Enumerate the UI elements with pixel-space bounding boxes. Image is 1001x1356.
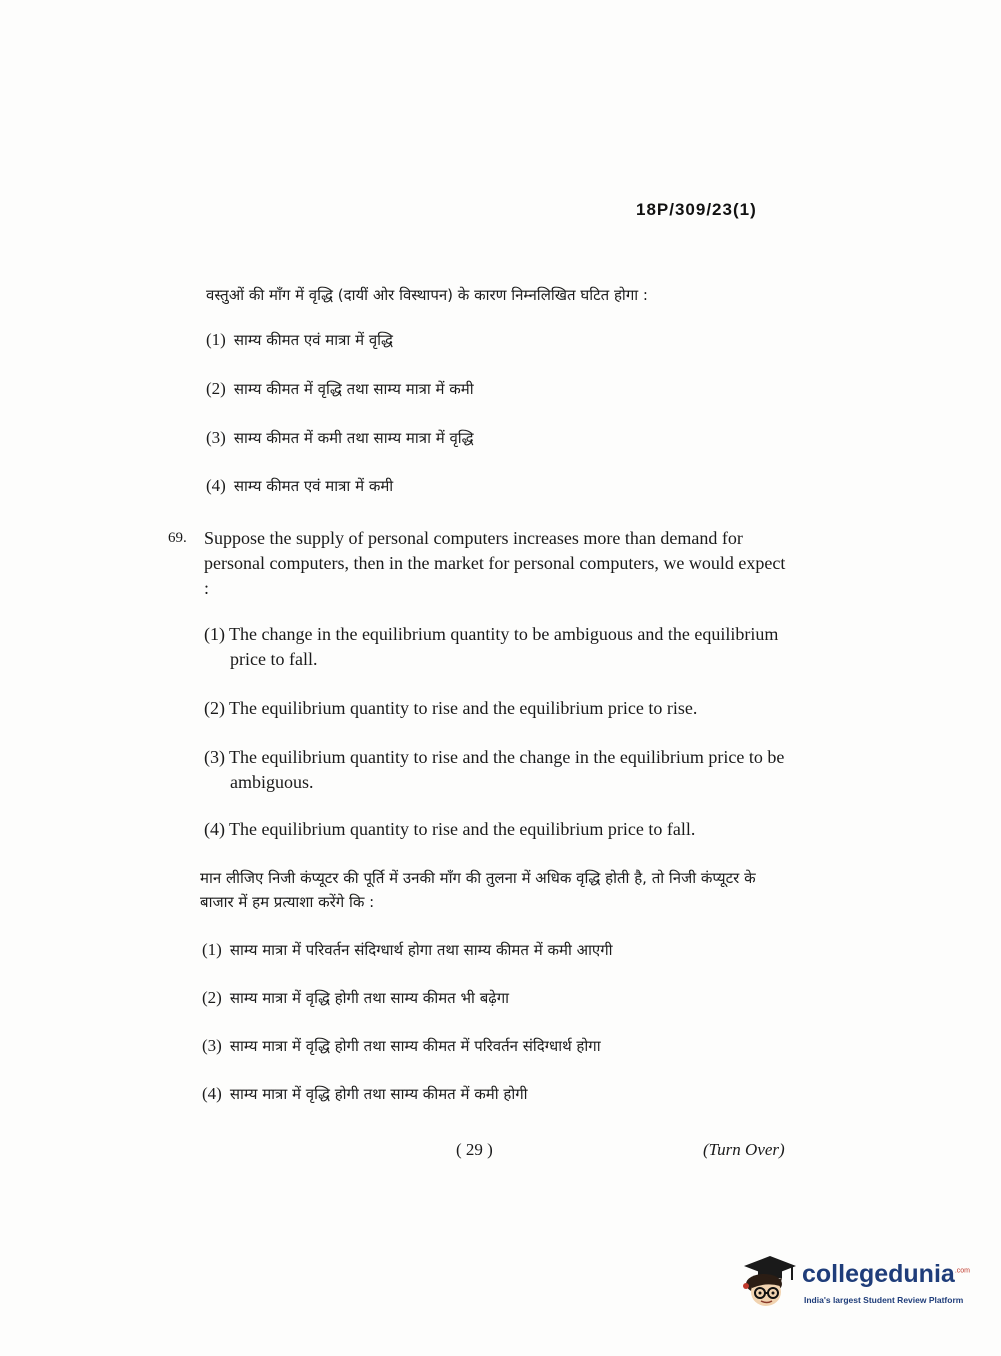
option-number: (2) xyxy=(204,698,225,718)
option-text-line1: The change in the equilibrium quantity to be ambiguous and the equilibrium xyxy=(229,624,779,644)
option-text: साम्य कीमत एवं मात्रा में वृद्धि xyxy=(233,331,394,349)
q68-hindi-option-3 xyxy=(206,428,474,448)
q68-hindi-option-4 xyxy=(206,476,393,496)
option-text: साम्य मात्रा में वृद्धि होगी तथा साम्य कीमत में कमी होगी xyxy=(229,1085,528,1103)
option-text: साम्य मात्रा में परिवर्तन संदिग्धार्थ होगा तथा साम्य कीमत में कमी आएगी xyxy=(229,941,613,959)
option-text-line1: The equilibrium quantity to rise and the change in the equilibrium price to be xyxy=(229,747,785,767)
option-text-line2: ambiguous. xyxy=(230,772,314,792)
q69-option-4 xyxy=(204,817,788,842)
q69-hindi-option-3 xyxy=(202,1036,601,1056)
collegedunia-watermark xyxy=(740,1248,970,1318)
question-number: 69. xyxy=(168,530,187,546)
q69-question: Suppose the supply of personal computers increases more than demand for personal computers, then in the market for personal computers, we would expect : xyxy=(204,528,786,598)
option-text-line2: price to fall. xyxy=(230,649,318,669)
option-number: (3) xyxy=(204,747,225,767)
q68-hindi-option-2 xyxy=(206,379,474,399)
option-number: (3) xyxy=(202,1036,222,1055)
option-number: (1) xyxy=(202,940,222,959)
option-number: (4) xyxy=(202,1084,222,1103)
option-number: (1) xyxy=(206,330,226,349)
q69-option-2 xyxy=(204,696,788,721)
option-text: साम्य मात्रा में वृद्धि होगी तथा साम्य कीमत में परिवर्तन संदिग्धार्थ होगा xyxy=(229,1037,601,1055)
option-text: साम्य कीमत में वृद्धि तथा साम्य मात्रा में कमी xyxy=(233,380,474,398)
option-number: (2) xyxy=(202,988,222,1007)
page-number: ( 29 ) xyxy=(456,1140,493,1159)
q69-option-3 xyxy=(204,745,788,795)
q69-hindi-option-1 xyxy=(202,940,613,960)
option-number: (2) xyxy=(206,379,226,398)
q68-hindi-question: वस्तुओं की माँग में वृद्धि (दायीं ओर विस्थापन) के कारण निम्नलिखित घटित होगा : xyxy=(206,286,648,304)
option-text-line1: The equilibrium quantity to rise and the equilibrium price to rise. xyxy=(229,698,698,718)
q69-hindi-question: मान लीजिए निजी कंप्यूटर की पूर्ति में उनकी माँग की तुलना में अधिक वृद्धि होती है, तो निजी कंप्यूटर के बाजार में हम प्रत्याशा करेंगे कि : xyxy=(200,869,756,911)
turn-over-label: (Turn Over) xyxy=(703,1140,785,1159)
option-text-line1: The equilibrium quantity to rise and the equilibrium price to fall. xyxy=(229,819,696,839)
collegedunia-mascot-logo-icon xyxy=(740,1250,798,1312)
option-number: (3) xyxy=(206,428,226,447)
option-text: साम्य कीमत में कमी तथा साम्य मात्रा में वृद्धि xyxy=(233,429,474,447)
option-text: साम्य कीमत एवं मात्रा में कमी xyxy=(233,477,394,495)
option-number: (4) xyxy=(206,476,226,495)
q69-hindi-option-2 xyxy=(202,988,509,1008)
q69-option-1 xyxy=(204,622,788,672)
q69-hindi-option-4 xyxy=(202,1084,528,1104)
brand-tagline: India's largest Student Review Platform xyxy=(804,1295,964,1305)
option-number: (4) xyxy=(204,819,225,839)
paper-code: 18P/309/23(1) xyxy=(636,200,757,219)
brand-name: collegedunia$^{.com}$ xyxy=(802,1260,970,1288)
brand-suffix: .com xyxy=(954,1267,970,1275)
q68-hindi-option-1 xyxy=(206,330,393,350)
option-number: (1) xyxy=(204,624,225,644)
option-text: साम्य मात्रा में वृद्धि होगी तथा साम्य कीमत भी बढ़ेगा xyxy=(229,989,510,1007)
